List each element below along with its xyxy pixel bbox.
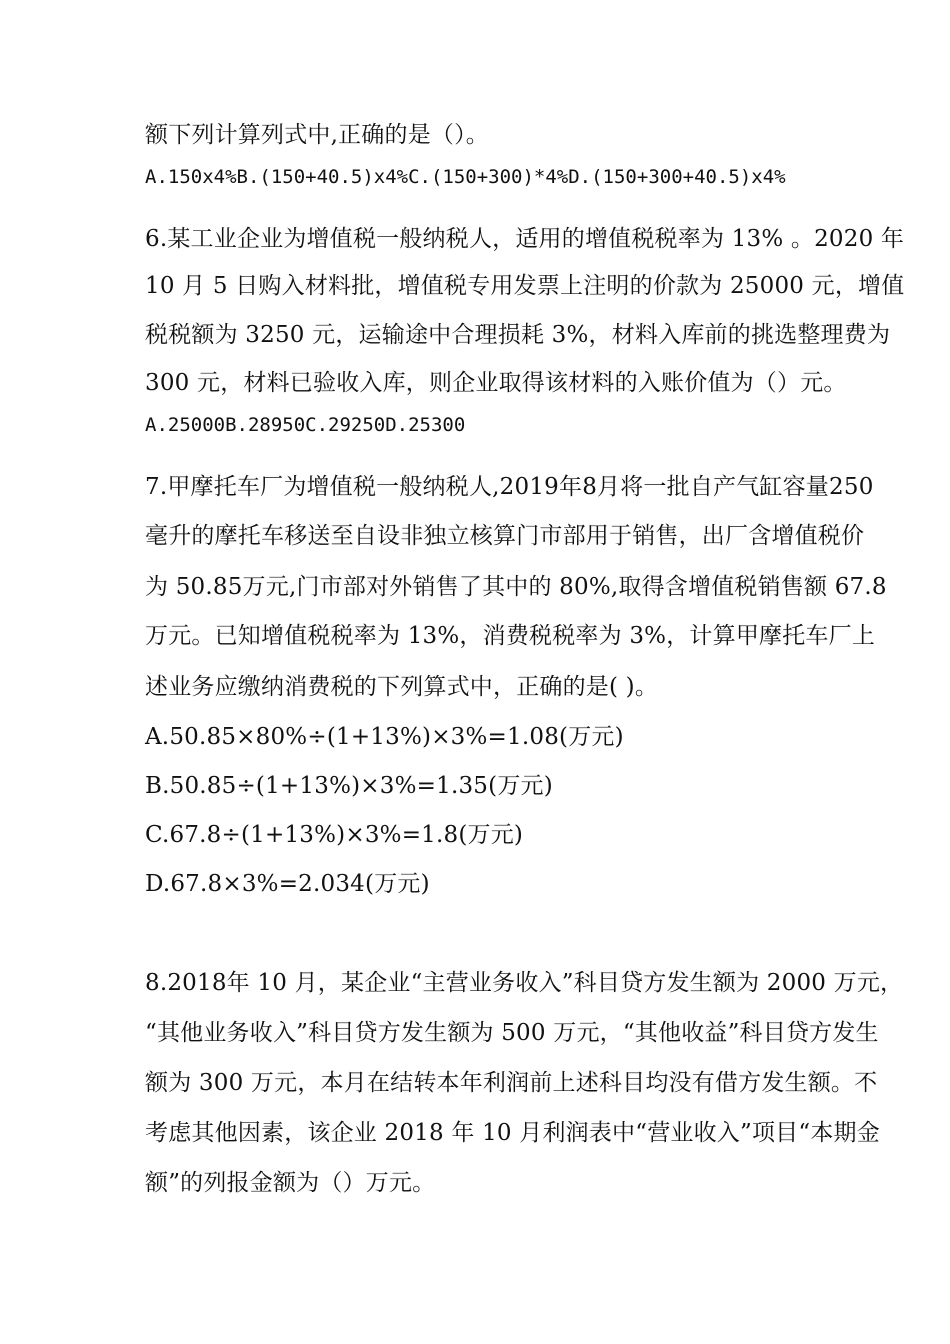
q8-stem-line-3: 额为 300 万元，本月在结转本年利润前上述科目均没有借方发生额。不	[145, 1070, 878, 1096]
q6-stem-line-4: 300 元，材料已验收入库，则企业取得该材料的入账价值为（）元。	[145, 370, 847, 396]
q8-stem-line-1: 8.2018年 10 月，某企业“主营业务收入”科目贷方发生额为 2000 万元，	[145, 970, 904, 996]
q7-option-d: D.67.8×3%=2.034(万元)	[145, 871, 430, 897]
q7-option-b: B.50.85÷(1+13%)×3%=1.35(万元)	[145, 773, 553, 799]
q5-options: A.150x4%B.(150+40.5)x4%C.(150+300)*4%D.(150+300+40.5)x4%	[145, 166, 786, 188]
q8-stem-line-4: 考虑其他因素，该企业 2018 年 10 月利润表中“营业收入”项目“本期金	[145, 1120, 880, 1146]
q6-options: A.25000B.28950C.29250D.25300	[145, 414, 466, 436]
q7-stem-line-1: 7.甲摩托车厂为增值税一般纳税人,2019年8月将一批自产气缸容量250	[145, 474, 874, 500]
q6-stem-line-3: 税税额为 3250 元，运输途中合理损耗 3%，材料入库前的挑选整理费为	[145, 322, 891, 348]
q6-stem-line-1: 6.某工业企业为增值税一般纳税人，适用的增值税税率为 13% 。2020 年	[145, 226, 905, 252]
q6-stem-line-2: 10 月 5 日购入材料批，增值税专用发票上注明的价款为 25000 元，增值	[145, 273, 905, 299]
q8-stem-line-2: “其他业务收入”科目贷方发生额为 500 万元，“其他收益”科目贷方发生	[145, 1020, 879, 1046]
q7-stem-line-3: 为 50.85万元,门市部对外销售了其中的 80%,取得含增值税销售额 67.8	[145, 574, 887, 600]
q7-option-a: A.50.85×80%÷(1+13%)×3%=1.08(万元)	[145, 724, 624, 750]
q7-stem-line-5: 述业务应缴纳消费税的下列算式中，正确的是( )。	[145, 674, 659, 700]
q5-stem-line: 额下列计算列式中,正确的是（）。	[145, 122, 490, 148]
q7-option-c: C.67.8÷(1+13%)×3%=1.8(万元)	[145, 822, 524, 848]
q7-stem-line-2: 毫升的摩托车移送至自设非独立核算门市部用于销售，出厂含增值税价	[145, 523, 865, 549]
q7-stem-line-4: 万元。已知增值税税率为 13%，消费税税率为 3%，计算甲摩托车厂上	[145, 623, 876, 649]
q8-stem-line-5: 额”的列报金额为（）万元。	[145, 1170, 436, 1196]
